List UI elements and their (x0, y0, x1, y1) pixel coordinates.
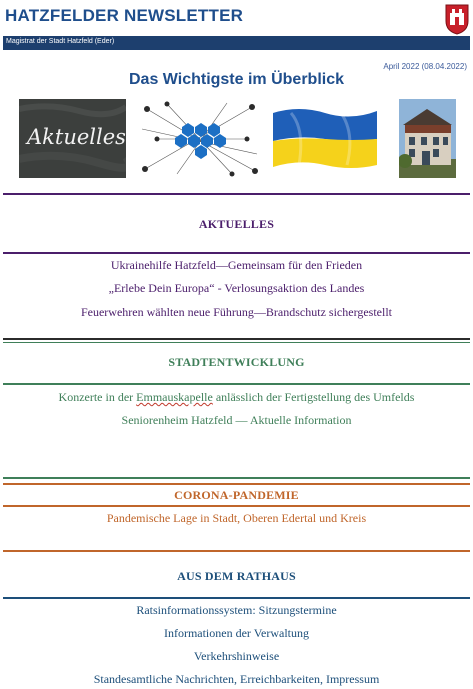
link-emmauskapelle-word: Emmauskapelle (136, 390, 213, 404)
publisher-bar (3, 36, 470, 50)
building-image[interactable] (399, 99, 456, 178)
rathaus-divider-bottom (3, 597, 470, 599)
link-pandemische-lage[interactable]: Pandemische Lage in Stadt, Oberen Edertal und Kreis (106, 511, 367, 525)
section-title-corona: CORONA-PANDEMIE (174, 488, 299, 502)
publisher-text: Magistrat der Stadt Hatzfeld (Eder) (6, 38, 115, 45)
link-feuerwehren[interactable]: Feuerwehren wählten neue Führung—Brandschutz sichergestellt (80, 305, 393, 319)
aktuelles-divider-top (3, 193, 470, 195)
ukraine-flag-image[interactable] (271, 99, 378, 178)
chalkboard-image[interactable] (19, 99, 126, 178)
section-title-aktuelles: AKTUELLES (198, 217, 275, 231)
link-verkehrshinweise[interactable]: Verkehrshinweise (193, 649, 280, 663)
stadt-divider-bottom (3, 383, 470, 385)
link-verwaltung[interactable]: Informationen der Verwaltung (163, 626, 310, 640)
network-image[interactable] (137, 99, 262, 178)
corona-divider-top (3, 483, 470, 485)
corona-divider-green (3, 477, 470, 479)
chalkboard-text: Aktuelles (27, 125, 126, 149)
issue-date: April 2022 (08.04.2022) (383, 62, 467, 71)
link-ratsinformationssystem[interactable]: Ratsinformationssystem: Sitzungstermine (136, 603, 337, 617)
corona-divider-bottom (3, 505, 470, 507)
newsletter-title: HATZFELDER NEWSLETTER (5, 6, 244, 25)
link-emmauskapelle-pre: Konzerte in der (58, 390, 137, 404)
link-emmauskapelle[interactable] (0, 390, 473, 405)
section-title-rathaus: AUS DEM RATHAUS (177, 569, 296, 583)
stadt-divider-top-dark (3, 338, 470, 340)
town-crest-icon (444, 3, 470, 35)
overview-heading: Das Wichtigste im Überblick (128, 71, 345, 88)
stadt-divider-top (3, 342, 470, 343)
rathaus-divider-top (3, 550, 470, 552)
section-title-stadtentwicklung: STADTENTWICKLUNG (168, 355, 305, 369)
link-ukrainehilfe[interactable]: Ukrainehilfe Hatzfeld—Gemeinsam für den Frieden (110, 258, 363, 272)
aktuelles-divider-bottom (3, 252, 470, 254)
link-emmauskapelle-post: anlässlich der Fertigstellung des Umfelds (212, 390, 415, 404)
link-erlebe-europa[interactable]: „Erlebe Dein Europa“ - Verlosungsaktion des Landes (108, 281, 365, 295)
link-standesamt[interactable]: Standesamtliche Nachrichten, Erreichbarkeiten, Impressum (93, 672, 380, 686)
link-seniorenheim[interactable]: Seniorenheim Hatzfeld — Aktuelle Information (121, 413, 352, 427)
